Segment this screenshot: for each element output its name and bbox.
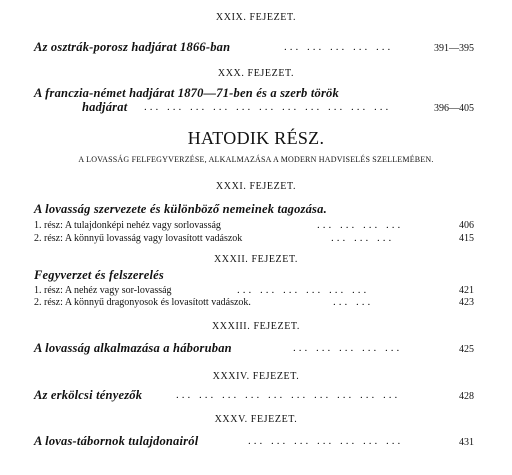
chapter-31-heading: XXXI. FEJEZET. xyxy=(215,181,297,192)
chapter-30-leader: ... ... ... ... ... ... ... ... ... ... ... xyxy=(144,101,392,113)
chapter-32-heading: XXXII. FEJEZET. xyxy=(213,254,299,265)
chapter-29-leader: ... ... ... ... ... xyxy=(284,41,394,53)
chapter-32-item-1-page: 421 xyxy=(459,285,474,296)
chapter-31-item-1-page: 406 xyxy=(459,220,474,231)
chapter-29-heading: XXIX. FEJEZET. xyxy=(215,12,297,23)
chapter-32-item-1-leader: ... ... ... ... ... ... xyxy=(237,284,370,296)
chapter-33-leader: ... ... ... ... ... xyxy=(293,342,403,354)
chapter-30-title-line1: A franczia-német hadjárat 1870—71-ben és a szerb török xyxy=(34,86,339,100)
chapter-31-item-2: 2. rész: A könnyű lovasság vagy lovasított vadászok xyxy=(34,233,243,244)
chapter-29-title: Az osztrák-porosz hadjárat 1866-ban xyxy=(34,40,231,54)
chapter-33-heading: XXXIII. FEJEZET. xyxy=(211,321,300,332)
chapter-29-pages: 391—395 xyxy=(434,43,474,54)
chapter-30-heading: XXX. FEJEZET. xyxy=(217,68,295,79)
chapter-34-page: 428 xyxy=(459,391,474,402)
chapter-34-title: Az erkölcsi tényezők xyxy=(34,388,143,402)
chapter-34-heading: XXXIV. FEJEZET. xyxy=(212,371,300,382)
chapter-35-heading: XXXV. FEJEZET. xyxy=(214,414,298,425)
chapter-31-item-2-leader: ... ... ... xyxy=(331,232,395,244)
chapter-32-item-1: 1. rész: A nehéz vagy sor-lovasság xyxy=(34,285,172,296)
part-6-title: HATODIK RÉSZ. xyxy=(187,128,325,148)
chapter-34-leader: ... ... ... ... ... ... ... ... ... ... xyxy=(176,389,401,401)
chapter-35-leader: ... ... ... ... ... ... ... xyxy=(248,435,404,447)
chapter-35-page: 431 xyxy=(459,437,474,448)
chapter-30-title-line2: hadjárat xyxy=(82,100,128,114)
chapter-32-item-2-page: 423 xyxy=(459,297,474,308)
chapter-31-item-1: 1. rész: A tulajdonképi nehéz vagy sorlovasság xyxy=(34,220,221,231)
chapter-31-title: A lovasság szervezete és különböző nemeinek tagozása. xyxy=(34,202,327,216)
chapter-33-page: 425 xyxy=(459,344,474,355)
chapter-33-title: A lovasság alkalmazása a háboruban xyxy=(34,341,232,355)
chapter-32-item-2-leader: ... ... xyxy=(333,296,374,308)
part-6-subtitle: A LOVASSÁG FELFEGYVERZÉSE, ALKALMAZÁSA A MODERN HADVISELÉS SZELLEMÉBEN. xyxy=(78,155,434,164)
chapter-32-item-2: 2. rész: A könnyű dragonyosok és lovasított vadászok. xyxy=(34,297,251,308)
chapter-30-pages: 396—405 xyxy=(434,103,474,114)
chapter-31-item-1-leader: ... ... ... ... xyxy=(317,219,404,231)
chapter-35-title: A lovas-tábornok tulajdonairól xyxy=(34,434,199,448)
chapter-31-item-2-page: 415 xyxy=(459,233,474,244)
chapter-32-title: Fegyverzet és felszerelés xyxy=(34,268,164,282)
